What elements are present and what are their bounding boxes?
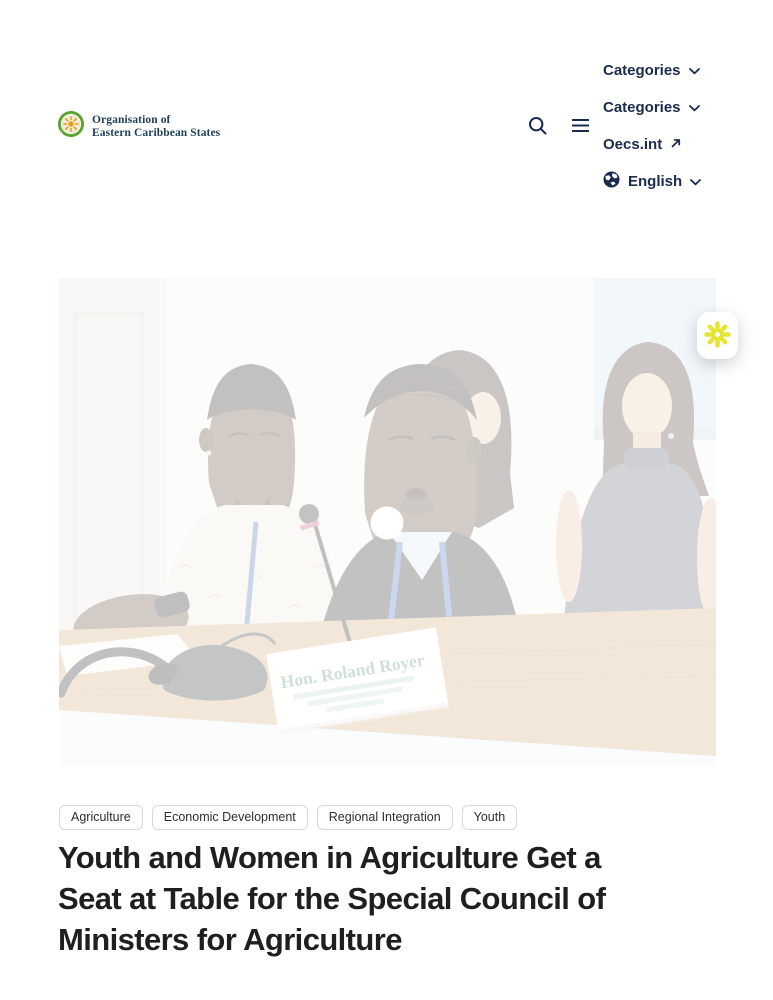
logo-line-2: Eastern Caribbean States (92, 126, 221, 139)
search-button[interactable] (526, 115, 550, 139)
nav-label: Categories (603, 61, 681, 79)
nav-label: Oecs.int (603, 135, 663, 153)
nav-item-oecs-int[interactable] (603, 135, 701, 153)
oecs-emblem-icon (57, 110, 85, 143)
chevron-down-icon (690, 173, 701, 190)
hamburger-icon (572, 118, 589, 136)
title-line-2: Seat at Table for the Special Council of (58, 881, 606, 916)
menu-button[interactable] (569, 118, 591, 136)
nav-item-categories-1[interactable] (603, 61, 701, 79)
title-line-3: Ministers for Agriculture (58, 922, 402, 957)
white-dot-overlay (371, 507, 404, 540)
globe-icon (603, 171, 620, 192)
oecs-logo[interactable] (57, 110, 220, 143)
tag-youth[interactable]: Youth (462, 805, 518, 830)
title-line-1: Youth and Women in Agriculture Get a (58, 840, 601, 875)
tag-regional-integration[interactable]: Regional Integration (317, 805, 453, 830)
nav-label: English (628, 172, 683, 190)
logo-text (92, 114, 220, 140)
article-title (58, 837, 728, 960)
conference-photo (59, 278, 716, 766)
tag-agriculture[interactable]: Agriculture (59, 805, 143, 830)
search-icon (528, 116, 548, 139)
arrow-up-right-icon (670, 136, 682, 153)
header-nav (603, 61, 701, 190)
chevron-down-icon (689, 62, 700, 79)
nav-item-categories-2[interactable] (603, 98, 701, 116)
tag-economic-development[interactable]: Economic Development (152, 805, 308, 830)
accessibility-asterisk-icon (704, 321, 731, 351)
logo-line-1: Organisation of (92, 113, 171, 126)
hero-image (59, 278, 716, 766)
chevron-down-icon (689, 99, 700, 116)
accessibility-widget-button[interactable] (697, 312, 738, 359)
nav-label: Categories (603, 98, 681, 116)
nav-item-language[interactable] (603, 172, 701, 190)
tag-list (59, 805, 517, 830)
